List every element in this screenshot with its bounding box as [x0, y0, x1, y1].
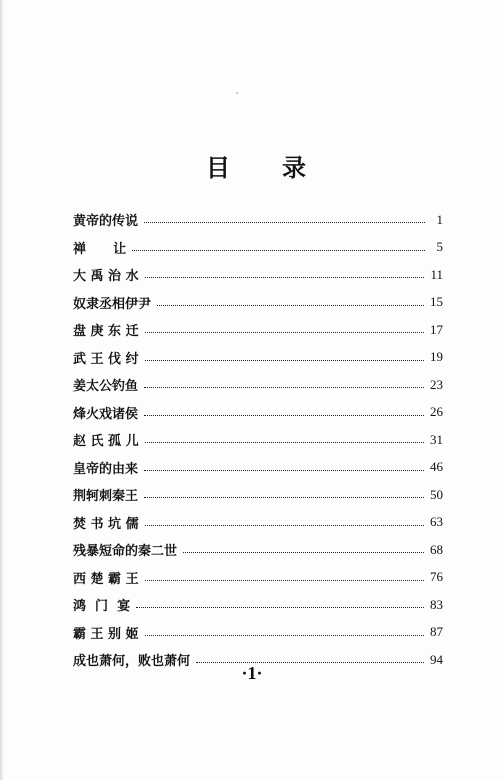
table-of-contents — [73, 206, 443, 674]
toc-leader-dots — [144, 497, 424, 498]
toc-leader-dots — [145, 277, 425, 278]
toc-entry-title: 姜太公钓鱼 — [73, 379, 139, 395]
toc-entry-page: 15 — [430, 294, 443, 310]
toc-leader-dots — [136, 607, 424, 608]
toc-entry-title: 西 楚 霸 王 — [73, 571, 139, 587]
toc-entry-title: 鸿 门 宴 — [73, 599, 131, 615]
toc-entry-page: 31 — [430, 431, 443, 447]
title-char-2: 录 — [282, 154, 306, 182]
toc-entry[interactable] — [73, 316, 443, 344]
toc-entry[interactable] — [73, 234, 443, 262]
toc-entry-page: 94 — [430, 651, 443, 667]
toc-entry-title: 焚 书 坑 儒 — [73, 516, 139, 532]
toc-entry-title: 大 禹 治 水 — [73, 269, 139, 285]
toc-entry[interactable] — [73, 399, 443, 427]
toc-entry-page: 68 — [430, 541, 443, 557]
toc-leader-dots — [144, 415, 424, 416]
toc-entry[interactable] — [73, 564, 443, 592]
toc-leader-dots — [183, 552, 424, 553]
toc-entry[interactable] — [73, 509, 443, 537]
toc-entry-page: 17 — [430, 321, 443, 337]
toc-entry-page: 23 — [430, 376, 443, 392]
toc-entry-title: 盘 庚 东 迁 — [73, 324, 139, 340]
toc-leader-dots — [132, 250, 425, 251]
toc-entry-title: 皇帝的由来 — [73, 461, 139, 477]
toc-title — [0, 148, 504, 184]
toc-entry[interactable] — [73, 536, 443, 564]
toc-entry[interactable] — [73, 619, 443, 647]
toc-entry[interactable] — [73, 426, 443, 454]
toc-leader-dots — [145, 635, 424, 636]
toc-entry-page: 19 — [430, 349, 443, 365]
toc-entry-title: 烽火戏诸侯 — [73, 406, 139, 422]
toc-entry-page: 5 — [436, 239, 443, 255]
toc-leader-dots — [145, 580, 424, 581]
title-char-1: 目 — [206, 154, 230, 182]
toc-leader-dots — [144, 387, 424, 388]
toc-entry-page: 76 — [430, 569, 443, 585]
toc-entry[interactable] — [73, 206, 443, 234]
toc-entry-title: 黄帝的传说 — [73, 214, 139, 230]
toc-entry-title: 残暴短命的秦二世 — [73, 544, 178, 560]
toc-entry-title: 霸 王 别 姬 — [73, 626, 139, 642]
toc-entry[interactable] — [73, 289, 443, 317]
toc-entry-page: 1 — [436, 211, 443, 227]
toc-entry-page: 26 — [430, 404, 443, 420]
scan-speck — [236, 92, 238, 94]
toc-leader-dots — [145, 332, 424, 333]
toc-entry-title: 奴隶丞相伊尹 — [73, 296, 152, 312]
toc-entry-page: 50 — [430, 486, 443, 502]
toc-entry[interactable] — [73, 454, 443, 482]
toc-leader-dots — [157, 305, 424, 306]
toc-entry[interactable] — [73, 371, 443, 399]
toc-entry-page: 46 — [430, 459, 443, 475]
toc-entry[interactable] — [73, 261, 443, 289]
toc-entry-title: 武 王 伐 纣 — [73, 351, 139, 367]
toc-entry-page: 83 — [430, 596, 443, 612]
toc-leader-dots — [145, 360, 424, 361]
toc-leader-dots — [145, 525, 424, 526]
toc-entry-title: 成也萧何，败也萧何 — [73, 654, 191, 670]
toc-entry-title: 荆轲刺秦王 — [73, 489, 139, 505]
page-number: ·1· — [241, 663, 263, 683]
toc-leader-dots — [145, 442, 424, 443]
toc-leader-dots — [144, 470, 424, 471]
toc-entry[interactable] — [73, 591, 443, 619]
toc-entry-page: 87 — [430, 624, 443, 640]
toc-entry-page: 63 — [430, 514, 443, 530]
toc-leader-dots — [144, 222, 425, 223]
toc-entry-page: 11 — [430, 266, 443, 282]
toc-entry-title: 赵 氏 孤 儿 — [73, 434, 139, 450]
toc-entry-title: 禅 让 — [73, 241, 127, 257]
toc-entry[interactable] — [73, 344, 443, 372]
toc-entry[interactable] — [73, 481, 443, 509]
